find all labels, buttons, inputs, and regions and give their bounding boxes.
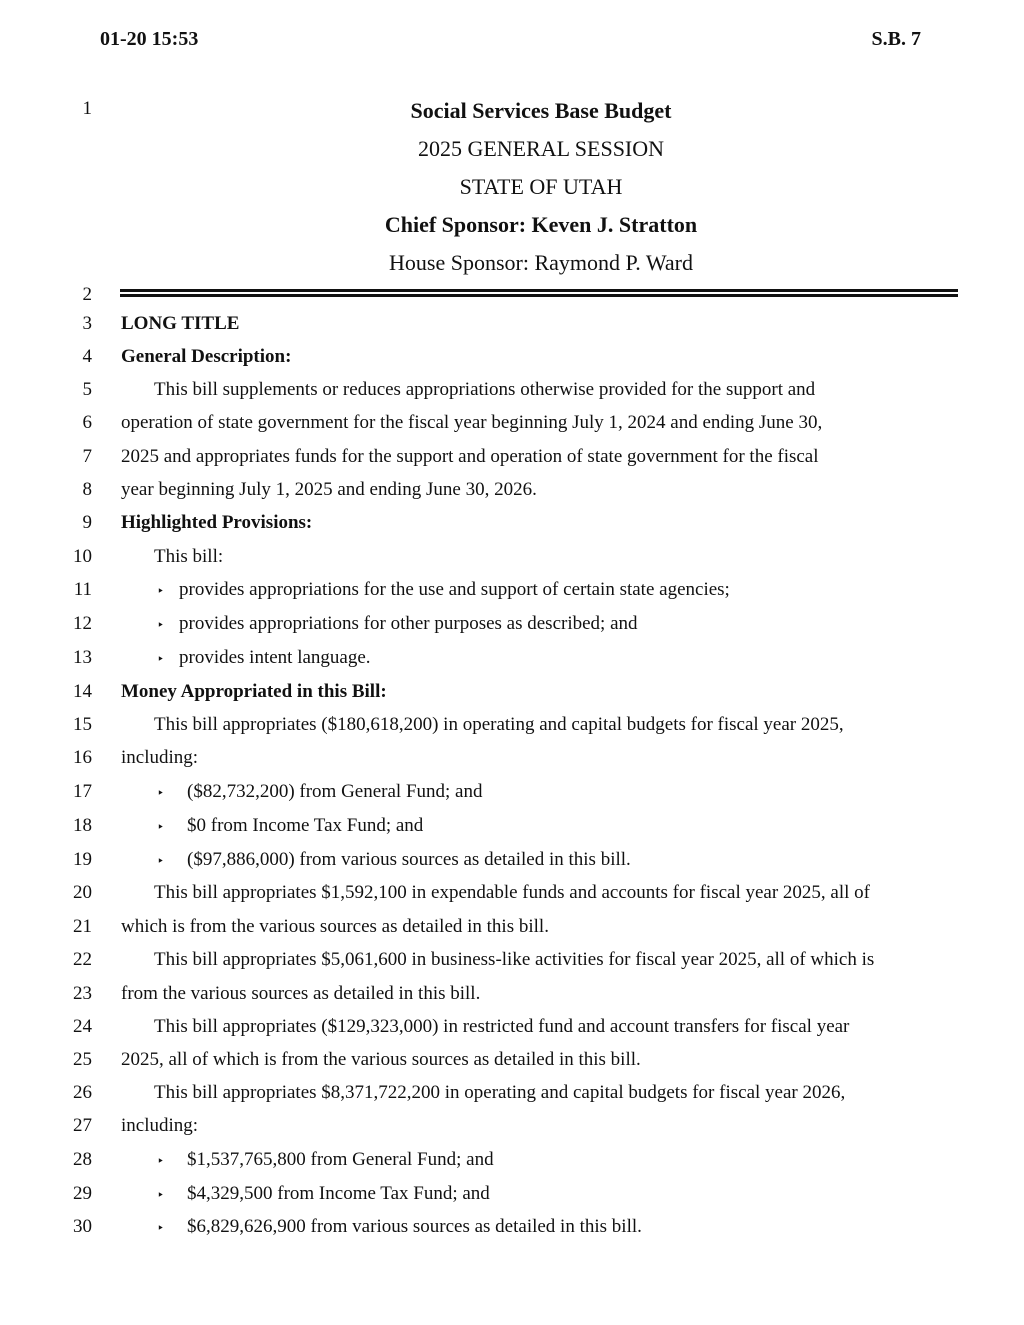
bullet-icon: ‣ <box>157 584 165 598</box>
list-item: provides intent language. <box>179 647 371 668</box>
line-number: 13 <box>73 647 92 668</box>
list-item: $1,537,765,800 from General Fund; and <box>187 1149 494 1170</box>
body-line: This bill supplements or reduces appropriations otherwise provided for the support and <box>154 379 816 400</box>
line-number: 12 <box>73 613 92 634</box>
list-item: ($97,886,000) from various sources as detailed in this bill. <box>187 849 631 870</box>
line-number: 15 <box>73 714 92 735</box>
line-number: 24 <box>73 1016 92 1037</box>
body-line: This bill appropriates $5,061,600 in business-like activities for fiscal year 2025, all of which is <box>154 949 875 970</box>
money-appropriated-heading: Money Appropriated in this Bill: <box>121 681 387 702</box>
line-number: 26 <box>73 1082 92 1103</box>
line-number: 3 <box>82 313 92 334</box>
body-line: which is from the various sources as detailed in this bill. <box>121 916 549 937</box>
line-number: 19 <box>73 849 92 870</box>
bill-title: Social Services Base Budget <box>410 98 672 123</box>
list-item: $6,829,626,900 from various sources as detailed in this bill. <box>187 1216 642 1237</box>
line-number: 29 <box>73 1183 92 1204</box>
bullet-icon: ‣ <box>157 820 165 834</box>
body-line: including: <box>121 747 199 768</box>
line-number: 28 <box>73 1149 92 1170</box>
line-number: 25 <box>73 1049 92 1070</box>
line-number: 6 <box>82 412 92 433</box>
line-number: 9 <box>82 512 92 533</box>
line-number: 21 <box>73 916 92 937</box>
bullet-icon: ‣ <box>157 1154 165 1168</box>
title-divider <box>120 289 958 297</box>
bullet-icon: ‣ <box>157 618 165 632</box>
body-line: This bill: <box>154 546 224 567</box>
list-item: ($82,732,200) from General Fund; and <box>187 781 483 802</box>
line-number: 17 <box>73 781 92 802</box>
chief-sponsor: Chief Sponsor: Keven J. Stratton <box>384 212 698 237</box>
body-line: from the various sources as detailed in this bill. <box>121 983 481 1004</box>
session-label: 2025 GENERAL SESSION <box>417 136 665 161</box>
line-number: 4 <box>82 346 92 367</box>
list-item: provides appropriations for other purposes as described; and <box>179 613 638 634</box>
state-label: STATE OF UTAH <box>459 174 623 199</box>
line-number: 27 <box>73 1115 92 1136</box>
bullet-icon: ‣ <box>157 786 165 800</box>
line-number: 23 <box>73 983 92 1004</box>
line-number: 10 <box>73 546 92 567</box>
line-number: 2 <box>82 284 92 305</box>
line-number: 30 <box>73 1216 92 1237</box>
body-line: This bill appropriates $8,371,722,200 in operating and capital budgets for fiscal year 2026, <box>154 1082 846 1103</box>
line-number: 16 <box>73 747 92 768</box>
list-item: provides appropriations for the use and support of certain state agencies; <box>179 579 730 600</box>
line-number: 22 <box>73 949 92 970</box>
line-number: 14 <box>73 681 92 702</box>
line-number: 18 <box>73 815 92 836</box>
body-line: This bill appropriates $1,592,100 in expendable funds and accounts for fiscal year 2025, all of <box>154 882 870 903</box>
header-bill-number: S.B. 7 <box>871 28 921 50</box>
line-number: 1 <box>82 98 92 119</box>
line-number: 8 <box>82 479 92 500</box>
header-date-time: 01-20 15:53 <box>100 28 199 50</box>
bullet-icon: ‣ <box>157 854 165 868</box>
list-item: $0 from Income Tax Fund; and <box>187 815 424 836</box>
line-number: 11 <box>73 579 92 600</box>
long-title-heading: LONG TITLE <box>121 313 240 334</box>
body-line: year beginning July 1, 2025 and ending June 30, 2026. <box>121 479 537 500</box>
body-line: 2025 and appropriates funds for the support and operation of state government for the fiscal <box>121 446 819 467</box>
house-sponsor: House Sponsor: Raymond P. Ward <box>389 250 693 275</box>
body-line: including: <box>121 1115 199 1136</box>
highlighted-provisions-heading: Highlighted Provisions: <box>121 512 313 533</box>
bullet-icon: ‣ <box>157 1221 165 1235</box>
line-number: 5 <box>82 379 92 400</box>
line-number: 7 <box>82 446 92 467</box>
line-number: 20 <box>73 882 92 903</box>
list-item: $4,329,500 from Income Tax Fund; and <box>187 1183 490 1204</box>
body-line: This bill appropriates ($180,618,200) in operating and capital budgets for fiscal year 2025, <box>154 714 844 735</box>
bullet-icon: ‣ <box>157 1188 165 1202</box>
bullet-icon: ‣ <box>157 652 165 666</box>
general-description-heading: General Description: <box>121 346 292 367</box>
body-line: 2025, all of which is from the various sources as detailed in this bill. <box>121 1049 641 1070</box>
body-line: operation of state government for the fiscal year beginning July 1, 2024 and ending June 30, <box>121 412 823 433</box>
body-line: This bill appropriates ($129,323,000) in restricted fund and account transfers for fiscal year <box>154 1016 850 1037</box>
